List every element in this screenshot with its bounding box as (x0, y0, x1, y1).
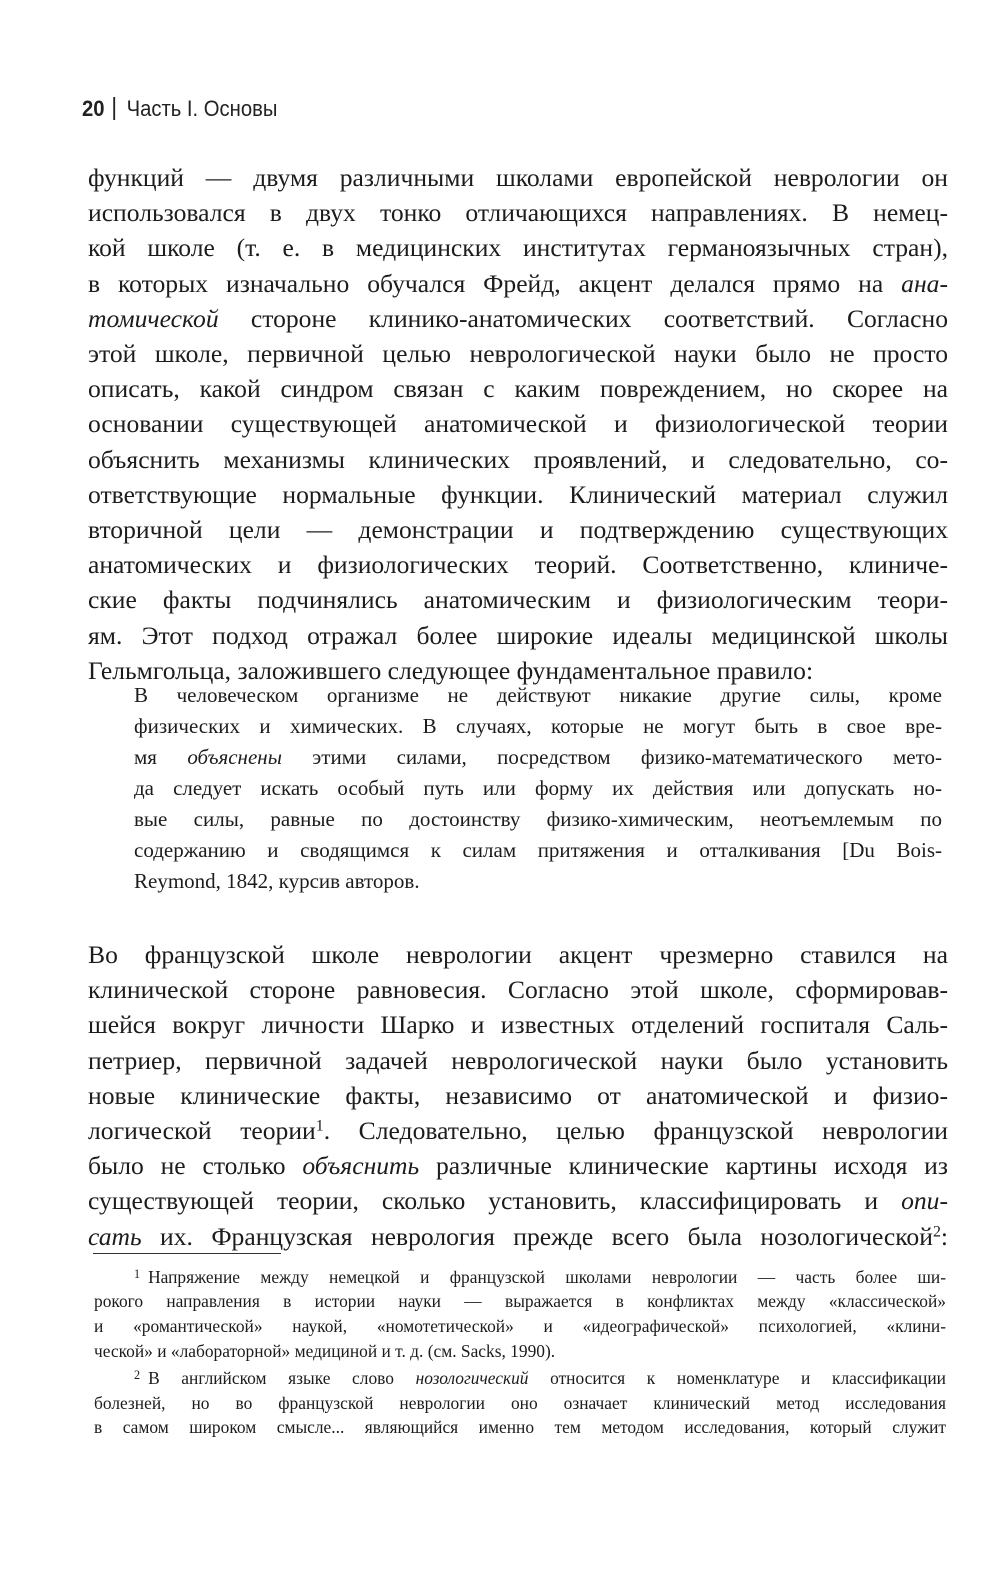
quote-line: Reymond, 1842, курсив авторов. (134, 869, 420, 893)
quote-line: физических и химических. В случаях, которые не могут быть в свое вре- (134, 714, 942, 738)
quote-line: В человеческом организме не действуют никакие другие силы, кроме (134, 683, 942, 707)
emphasis: объяснены (187, 745, 282, 769)
text-line: основании существующей анатомической и физиологической теории (88, 409, 948, 439)
emphasis: опи- (901, 1186, 948, 1216)
footnote-line: $^1$ Напряжение между немецкой и французской школами неврологии — часть более ши- (134, 1266, 946, 1287)
paragraph-2 (88, 937, 948, 1254)
footnote-line: болезней, но во французской неврологии оно означает клинический метод исследования (94, 1392, 946, 1413)
emphasis: томической (88, 303, 219, 333)
text-line: клинической стороне равновесия. Согласно этой школе, сформировав- (88, 975, 948, 1005)
page-number: 20 (82, 96, 105, 121)
text-line: существующей теории, сколько установить, классифицировать и опи- (88, 1186, 948, 1216)
quote-line: вые силы, равные по достоинству физико-химическим, неотъемлемым по (134, 807, 942, 831)
running-head (82, 96, 277, 122)
emphasis: ана- (901, 268, 948, 298)
text-line: использовался в двух тонко отличающихся направлениях. В немец- (88, 198, 948, 228)
emphasis: нозологический (415, 1368, 529, 1389)
text-line: шейся вокруг личности Шарко и известных отделений госпиталя Саль- (88, 1010, 948, 1040)
quote-line: да следует искать особый путь или форму их действия или допускать но- (134, 776, 942, 800)
text-line: функций — двумя различными школами европейской неврологии он (88, 163, 948, 192)
text-line: анатомических и физиологических теорий. Соответственно, клиниче- (88, 550, 948, 580)
footnote-line: $^2$ В английском языке слово нозологический относится к номенклатуре и классификации (134, 1368, 946, 1389)
footnote-line: и «романтической» наукой, «номотетической» и «идеографической» психологией, «клини- (94, 1316, 946, 1337)
footnote-line: в самом широком смысле... являющийся именно тем методом исследования, который служит (94, 1417, 946, 1438)
header-separator (114, 97, 116, 120)
footnote-ref[interactable]: 1 (315, 1117, 324, 1135)
paragraph-1 (88, 160, 948, 688)
text-line: Во французской школе неврологии акцент чрезмерно ставился на (88, 940, 948, 969)
footnote-line: ческой» и «лабораторной» медициной и т. д. (см. Sacks, 1990). (94, 1340, 556, 1361)
footnote-ref[interactable]: 2 (932, 1222, 941, 1240)
quote-line: мя объяснены этими силами, посредством физико-математического мето- (134, 745, 942, 769)
text-line: новые клинические факты, независимо от анатомической и физио- (88, 1080, 948, 1110)
emphasis: сать (88, 1221, 142, 1251)
text-line: этой школе, первичной целью неврологической науки было не просто (88, 339, 948, 369)
text-line: ям. Этот подход отражал более широкие идеалы медицинской школы (88, 620, 948, 650)
footnote-mark: 1 (134, 1267, 141, 1281)
text-line: логической теории$^1$. Следовательно, целью французской неврологии (88, 1116, 948, 1146)
text-line: Гельмгольца, заложившего следующее фундаментальное правило: (88, 655, 814, 685)
text-line: в которых изначально обучался Фрейд, акцент делался прямо на ана- (88, 268, 948, 298)
text-line: петриер, первичной задачей неврологической науки было установить (88, 1045, 948, 1075)
quote-line: содержанию и сводящимся к силам притяжения и отталкивания [Du Bois- (134, 838, 942, 862)
section-title: Часть I. Основы (126, 96, 278, 121)
footnotes (94, 1262, 946, 1440)
text-line: описать, какой синдром связан с каким повреждением, но скорее на (88, 374, 948, 404)
footnote-mark: 2 (134, 1368, 141, 1383)
text-line: ские факты подчинялись анатомическим и физиологическим теори- (88, 585, 948, 615)
text-line: объяснить механизмы клинических проявлений, и следовательно, со- (88, 444, 948, 474)
emphasis: объяснить (302, 1151, 420, 1181)
footnote-rule (93, 1253, 281, 1254)
block-quote (134, 680, 942, 897)
text-line: вторичной цели — демонстрации и подтверждению существующих (88, 515, 948, 545)
text-line: было не столько объяснить различные клинические картины исходя из (88, 1151, 948, 1181)
text-line: кой школе (т. е. в медицинских институтах германоязычных стран), (88, 233, 948, 263)
footnote-line: рокого направления в истории науки — выражается в конфликтах между «классической» (94, 1291, 946, 1312)
text-line: томической стороне клинико-анатомических соответствий. Согласно (88, 303, 948, 333)
text-line: сать их. Французская неврология прежде всего была нозологической$^2$: (88, 1221, 948, 1251)
text-line: ответствующие нормальные функции. Клинический материал служил (88, 479, 948, 509)
